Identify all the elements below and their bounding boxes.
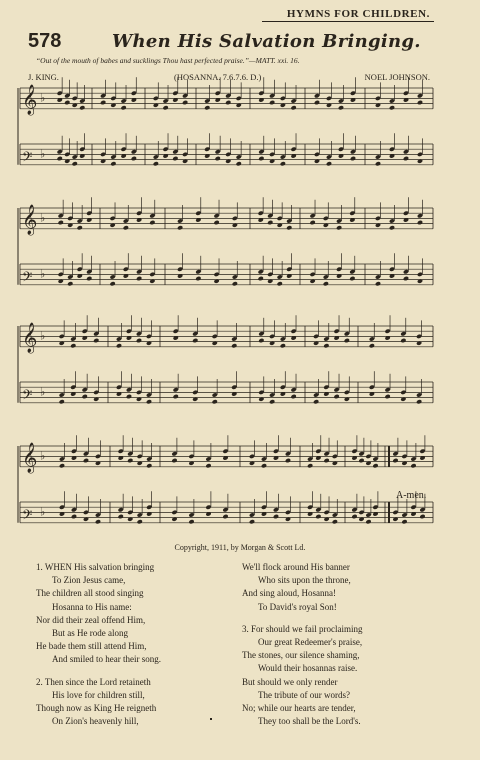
note-head bbox=[236, 161, 242, 166]
note-head bbox=[326, 161, 332, 166]
note-head bbox=[127, 458, 133, 463]
composer-credit: NOEL JOHNSON. bbox=[364, 72, 430, 82]
note-head bbox=[338, 105, 344, 110]
verse-line: Who sits upon the throne, bbox=[258, 575, 351, 586]
flat-icon: ♭ bbox=[40, 449, 46, 463]
note-head bbox=[269, 399, 275, 404]
bass-clef-icon: 𝄢 bbox=[22, 268, 33, 288]
note-head bbox=[261, 463, 267, 468]
flat-icon: ♭ bbox=[40, 91, 46, 105]
flat-icon: ♭ bbox=[40, 505, 46, 519]
treble-clef-icon: 𝄞 bbox=[22, 442, 38, 473]
note-head bbox=[389, 105, 395, 110]
stanza-gap bbox=[36, 667, 226, 676]
note-head bbox=[350, 156, 356, 161]
stanza-gap bbox=[242, 614, 442, 623]
note-head bbox=[358, 458, 364, 463]
note-head bbox=[416, 399, 422, 404]
verse-line: But should we only render bbox=[242, 676, 338, 687]
note-head bbox=[344, 338, 350, 343]
note-head bbox=[249, 519, 255, 524]
verse-line: His love for children still, bbox=[52, 689, 145, 700]
verse-line: The tribute of our words? bbox=[258, 689, 350, 700]
verses-column-left bbox=[36, 561, 226, 728]
note-head bbox=[177, 225, 183, 230]
note-head bbox=[389, 225, 395, 230]
note-head bbox=[214, 220, 220, 225]
treble-clef-icon: 𝄞 bbox=[22, 322, 38, 353]
note-head bbox=[110, 281, 116, 286]
note-head bbox=[403, 156, 409, 161]
note-head bbox=[118, 514, 124, 519]
bass-clef-icon: 𝄢 bbox=[22, 386, 33, 406]
verse-line: 1. WHEN His salvation bringing bbox=[36, 562, 155, 572]
note-head bbox=[163, 105, 169, 110]
bass-clef-icon: 𝄢 bbox=[22, 148, 33, 168]
note-head bbox=[83, 458, 89, 463]
note-head bbox=[188, 519, 194, 524]
note-head bbox=[332, 519, 338, 524]
note-head bbox=[64, 100, 70, 105]
hymn-number: 578 bbox=[28, 30, 62, 52]
note-head bbox=[146, 399, 152, 404]
note-head bbox=[280, 343, 286, 348]
note-head bbox=[417, 220, 423, 225]
note-head bbox=[323, 343, 329, 348]
verse-line: Hosanna to His name: bbox=[52, 601, 132, 612]
verse-line: The children all stood singing bbox=[36, 588, 144, 599]
note-head bbox=[171, 458, 177, 463]
section-header: HYMNS FOR CHILDREN. bbox=[286, 8, 430, 20]
note-head bbox=[375, 161, 381, 166]
note-head bbox=[310, 220, 316, 225]
note-head bbox=[82, 394, 88, 399]
note-head bbox=[67, 281, 73, 286]
note-head bbox=[307, 463, 313, 468]
hymn-title: When His Salvation Bringing. bbox=[112, 31, 421, 52]
verse-line: He bade them still attend Him, bbox=[36, 641, 147, 652]
note-head bbox=[86, 276, 92, 281]
note-head bbox=[137, 519, 143, 524]
flat-icon: ♭ bbox=[40, 267, 46, 281]
note-head bbox=[136, 276, 142, 281]
note-head bbox=[79, 105, 85, 110]
note-head bbox=[417, 100, 423, 105]
note-head bbox=[232, 281, 238, 286]
note-head bbox=[273, 514, 279, 519]
note-head bbox=[57, 156, 63, 161]
note-head bbox=[59, 463, 65, 468]
note-head bbox=[277, 281, 283, 286]
note-head bbox=[315, 514, 321, 519]
treble-clef-icon: 𝄞 bbox=[22, 84, 38, 115]
note-head bbox=[225, 100, 231, 105]
note-head bbox=[269, 100, 275, 105]
note-head bbox=[146, 463, 152, 468]
note-head bbox=[123, 225, 129, 230]
treble-clef-icon: 𝄞 bbox=[22, 204, 38, 235]
verse-line: Our great Redeemer's praise, bbox=[258, 637, 363, 648]
note-head bbox=[116, 343, 122, 348]
note-head bbox=[205, 463, 211, 468]
note-head bbox=[153, 161, 159, 166]
note-head bbox=[58, 220, 64, 225]
note-head bbox=[385, 394, 391, 399]
flat-icon: ♭ bbox=[40, 211, 46, 225]
note-head bbox=[419, 514, 425, 519]
note-head bbox=[70, 343, 76, 348]
note-head bbox=[372, 463, 378, 468]
note-head bbox=[286, 225, 292, 230]
note-head bbox=[72, 161, 78, 166]
note-head bbox=[291, 105, 297, 110]
note-head bbox=[59, 399, 65, 404]
note-head bbox=[349, 276, 355, 281]
epigraph: “Out of the mouth of babes and sucklings Thou hast perfected praise.”—MATT. xxi. 16. bbox=[36, 56, 300, 65]
note-head bbox=[285, 458, 291, 463]
flat-icon: ♭ bbox=[40, 329, 46, 343]
note-head bbox=[77, 225, 83, 230]
note-head bbox=[215, 156, 221, 161]
flat-icon: ♭ bbox=[40, 385, 46, 399]
note-head bbox=[351, 514, 357, 519]
flat-icon: ♭ bbox=[40, 147, 46, 161]
note-head bbox=[280, 161, 286, 166]
bass-clef-icon: 𝄢 bbox=[22, 506, 33, 526]
verse-line: And sing aloud, Hosanna! bbox=[242, 588, 336, 599]
note-head bbox=[291, 394, 297, 399]
note-head bbox=[231, 343, 237, 348]
note-head bbox=[110, 161, 116, 166]
note-head bbox=[392, 458, 398, 463]
note-head bbox=[71, 514, 77, 519]
note-head bbox=[258, 276, 264, 281]
verse-line: To David's royal Son! bbox=[258, 601, 337, 612]
verses-column-right bbox=[242, 561, 442, 728]
verse-line: They too shall be the Lord's. bbox=[258, 716, 361, 727]
note-head bbox=[222, 514, 228, 519]
note-head bbox=[375, 281, 381, 286]
note-head bbox=[401, 519, 407, 524]
verse-line: The stones, our silence shaming, bbox=[242, 650, 360, 661]
note-head bbox=[267, 220, 273, 225]
note-head bbox=[314, 100, 320, 105]
note-head bbox=[258, 156, 264, 161]
note-head bbox=[334, 394, 340, 399]
verse-line: Would their hosannas raise. bbox=[258, 663, 358, 674]
verse-line: To Zion Jesus came, bbox=[52, 575, 126, 586]
note-head bbox=[212, 399, 218, 404]
note-head bbox=[258, 338, 264, 343]
note-head bbox=[172, 156, 178, 161]
note-head bbox=[182, 100, 188, 105]
note-head bbox=[95, 519, 101, 524]
note-head bbox=[149, 220, 155, 225]
note-head bbox=[192, 338, 198, 343]
verse-line: No; while our hearts are tender, bbox=[242, 703, 356, 714]
verse-line: Though now as King He reigneth bbox=[36, 703, 157, 714]
verse-line: We'll flock around His banner bbox=[242, 562, 350, 572]
note-head bbox=[313, 399, 319, 404]
note-head bbox=[323, 281, 329, 286]
note-head bbox=[126, 394, 132, 399]
note-head bbox=[131, 156, 137, 161]
verse-line: 3. For should we fail proclaiming bbox=[242, 623, 363, 634]
note-head bbox=[324, 458, 330, 463]
note-head bbox=[204, 105, 210, 110]
copyright-notice: Copyright, 1911, by Morgan & Scott Ld. bbox=[174, 543, 306, 552]
verse-line: On Zion's heavenly hill, bbox=[52, 716, 139, 727]
note-head bbox=[195, 276, 201, 281]
note-head bbox=[93, 338, 99, 343]
author-credit: J. KING. bbox=[28, 72, 59, 82]
verse-line: And smiled to hear their song. bbox=[52, 654, 161, 665]
note-head bbox=[400, 338, 406, 343]
note-head bbox=[336, 225, 342, 230]
note-head bbox=[100, 100, 106, 105]
page-mark bbox=[210, 718, 212, 720]
note-head bbox=[365, 519, 371, 524]
amen-lyric: A-men. bbox=[396, 490, 427, 501]
note-head bbox=[410, 463, 416, 468]
tune-name: (HOSANNA. 7.6.7.6. D.) bbox=[174, 72, 262, 82]
note-head bbox=[121, 105, 127, 110]
verse-line: 2. Then since the Lord retaineth bbox=[36, 676, 151, 687]
note-head bbox=[403, 276, 409, 281]
verse-line: But as He rode along bbox=[52, 628, 128, 639]
note-head bbox=[369, 343, 375, 348]
note-head bbox=[173, 394, 179, 399]
verse-line: Nor did their zeal offend Him, bbox=[36, 614, 146, 625]
note-head bbox=[136, 338, 142, 343]
